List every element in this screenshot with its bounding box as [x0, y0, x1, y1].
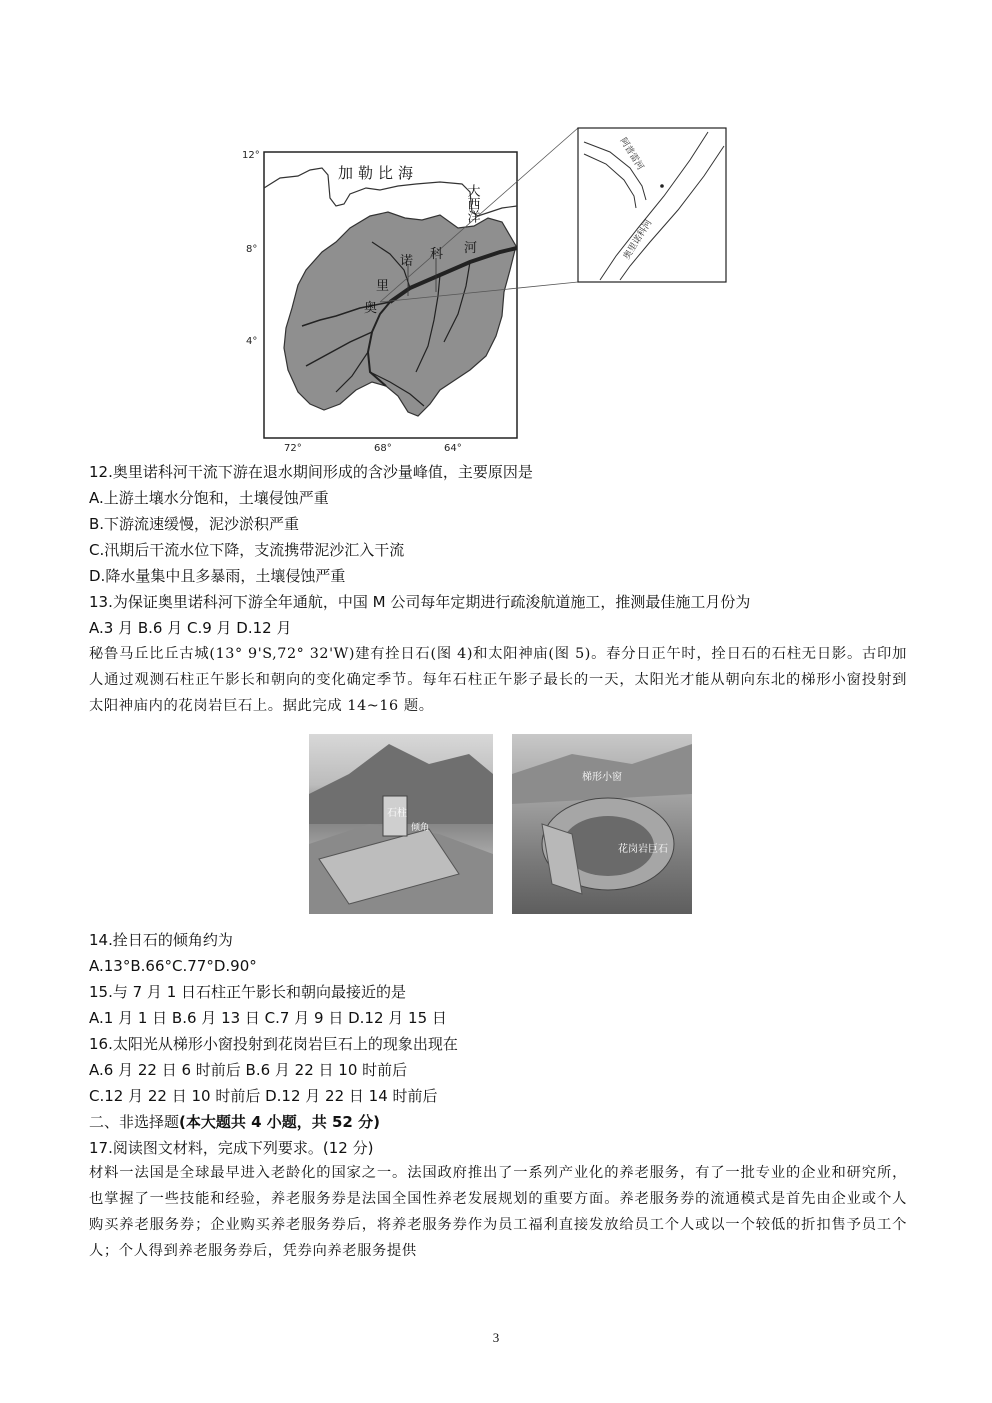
q17-material: 材料一法国是全球最早进入老龄化的国家之一。法国政府推出了一系列产业化的养老服务，有了一批专业的企业和研究所，也掌握了一些技能和经验，养老服务券是法国全国性养老发展规划的重要方面。养老服务券的流通模式是首先由企业或个人购买养老服务券；企业购买养老服务券后，将养老服务券作为员工福利直接发放给员工个人或以一个较低的折扣售予员工个人；个人得到养老服务券后，凭券向养老服务提供: [89, 1165, 907, 1259]
page-number: 3: [492, 1330, 500, 1345]
figure-5-photo: [512, 734, 692, 914]
q15-options: A.1 月 1 日 B.6 月 13 日 C.7 月 9 日 D.12 月 15 日: [89, 1009, 447, 1027]
lon-label-72: 72°: [284, 443, 302, 454]
q13-options: A.3 月 B.6 月 C.9 月 D.12 月: [89, 619, 292, 637]
lon-label-68: 68°: [374, 443, 392, 454]
q16-options-cd: C.12 月 22 日 10 时前后 D.12 月 22 日 14 时前后: [89, 1087, 438, 1105]
atlantic-label: 大西洋: [464, 184, 480, 223]
photo4-label-angle: 倾角: [411, 823, 430, 833]
q15-stem: 15.与 7 月 1 日石柱正午影长和朝向最接近的是: [89, 983, 407, 1001]
figure-4-photo: [309, 734, 493, 914]
inset-confluence-dot: [660, 184, 664, 188]
q12-option-b: B.下游流速缓慢，泥沙淤积严重: [89, 515, 300, 533]
inset-frame: [578, 128, 726, 282]
photo5-label-granite: 花岗岩巨石: [618, 844, 668, 855]
q12-option-c: C.汛期后干流水位下降，支流携带泥沙汇入干流: [89, 541, 405, 559]
inset-label-orinoco: 奥里诺科河: [622, 218, 655, 262]
intro-14-16: 秘鲁马丘比丘古城(13° 9'S,72° 32'W)建有拴日石(图 4)和太阳神庙(图 5)。春分日正午时，拴日石的石柱无日影。古印加人通过观测石柱正午影长和朝向的变化确定季节。每年石柱正午影子最长的一天，太阳光才能从朝向东北的梯形小窗投射到太阳神庙内的花岗岩巨石上。据此完成 14~16 题。: [89, 646, 907, 714]
q16-stem: 16.太阳光从梯形小窗投射到花岗岩巨石上的现象出现在: [89, 1035, 458, 1053]
caribbean-sea-label: 加勒比海: [338, 164, 419, 182]
q14-options: A.13°B.66°C.77°D.90°: [89, 957, 257, 975]
section-2-title: [89, 1112, 380, 1132]
river-label-nuo: 诺: [400, 254, 414, 269]
q12-option-a: A.上游土壤水分饱和，土壤侵蚀严重: [89, 489, 329, 507]
river-label-he: 河: [464, 241, 478, 256]
lat-label-4: 4°: [246, 336, 258, 347]
lon-label-64: 64°: [444, 443, 462, 454]
q12-option-d: D.降水量集中且多暴雨，土壤侵蚀严重: [89, 567, 346, 585]
q14-stem: 14.拴日石的倾角约为: [89, 931, 233, 949]
inset-label-apure: 阿普雷河: [617, 136, 646, 173]
section-2-title-main: 二、非选择题: [89, 1113, 180, 1131]
q17-stem: 17.阅读图文材料，完成下列要求。(12 分): [89, 1139, 374, 1157]
photo4-label-pillar: 石柱: [387, 808, 407, 819]
photo5-label-window: 梯形小窗: [582, 772, 622, 783]
river-label-ao: 奥: [364, 301, 378, 316]
river-label-li: 里: [376, 279, 390, 294]
q16-options-ab: A.6 月 22 日 6 时前后 B.6 月 22 日 10 时前后: [89, 1061, 408, 1079]
lat-label-12: 12°: [242, 150, 260, 161]
orinoco-map-figure: [240, 120, 740, 454]
river-label-ke: 科: [430, 247, 444, 262]
q13-stem: 13.为保证奥里诺科河下游全年通航，中国 M 公司每年定期进行疏浚航道施工，推测最佳施工月份为: [89, 593, 751, 611]
q12-stem: 12.奥里诺科河干流下游在退水期间形成的含沙量峰值，主要原因是: [89, 463, 533, 481]
section-2-title-detail: (本大题共 4 小题，共 52 分): [179, 1113, 380, 1131]
lat-label-8: 8°: [246, 244, 258, 255]
